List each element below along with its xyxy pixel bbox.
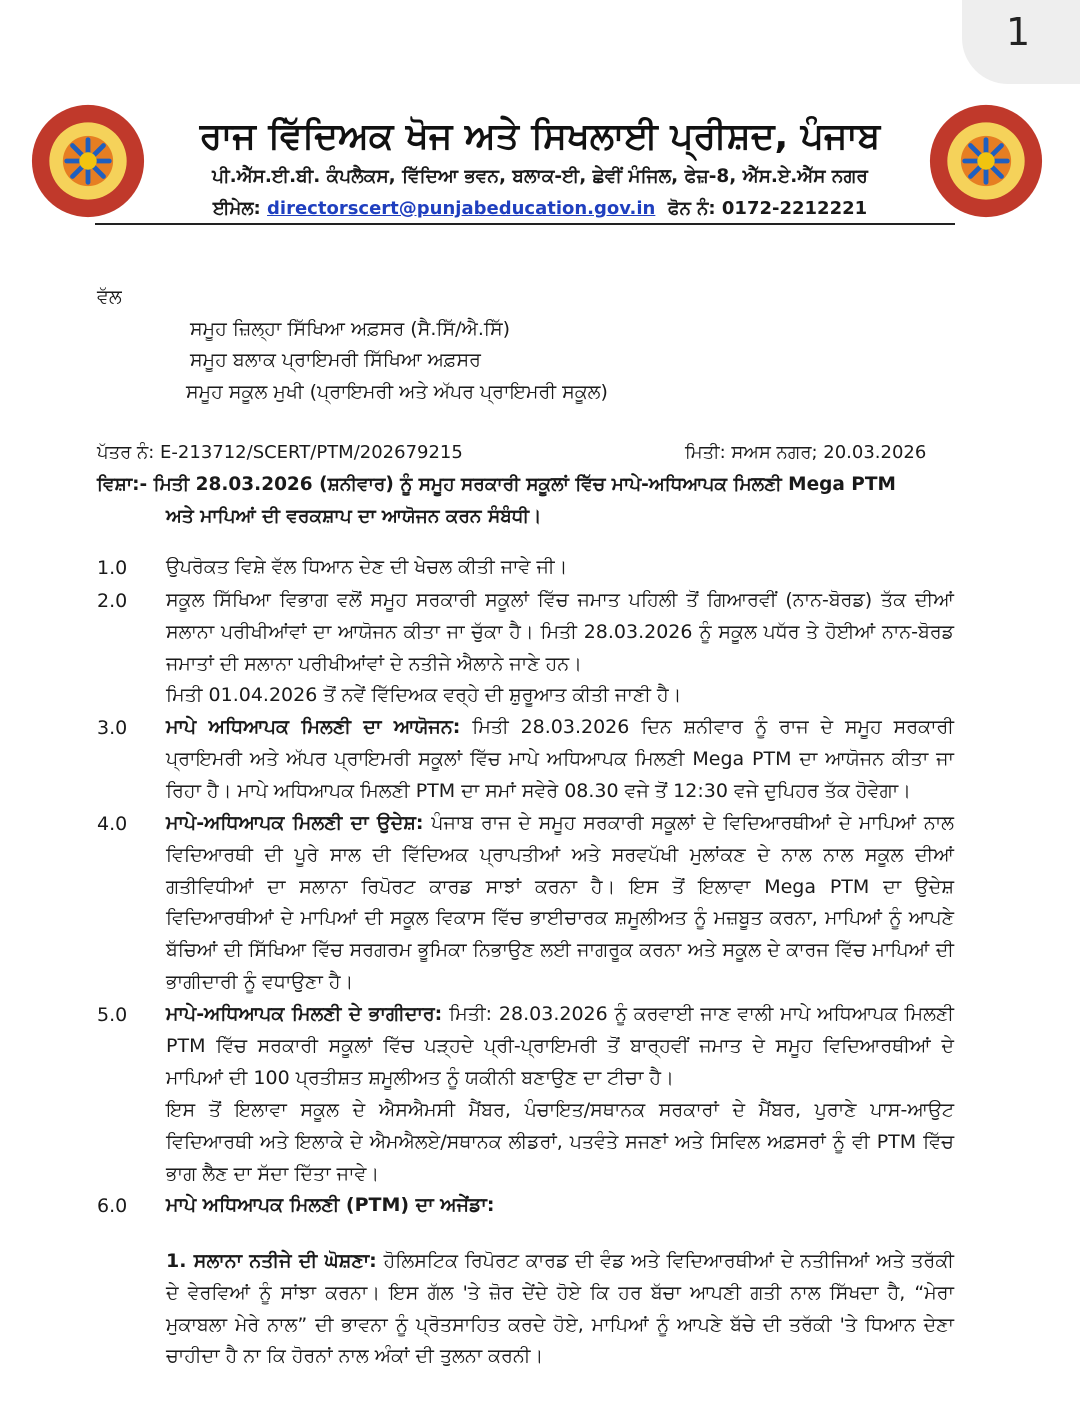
email-link[interactable]: directorscert@punjabeducation.gov.in (267, 198, 656, 219)
section-extra-text: ਇਸ ਤੋਂ ਇਲਾਵਾ ਸਕੂਲ ਦੇ ਐਸਐਮਸੀ ਮੈਂਬਰ, ਪੰਚਾਇਤ/ਸਥਾਨਕ ਸਰਕਾਰਾਂ ਦੇ ਮੈਂਬਰ, ਪੁਰਾਣੇ ਪਾਸ-ਆਉਟ ਵਿਦਿਆਰਥੀ ਅਤੇ ਇਲਾਕੇ ਦੇ ਐਮਐਲਏ/ਸਥਾਨਕ ਲੀਡਰਾਂ, ਪਤਵੰਤੇ ਸਜਣਾਂ ਅਤੇ ਸਿਵਿਲ ਅਫ਼ਸਰਾਂ ਨੂੰ ਵੀ PTM ਵਿੱਚ ਭਾਗ ਲੈਣ ਦਾ ਸੱਦਾ ਦਿੱਤਾ ਜਾਵੇ। (166, 1099, 954, 1185)
section-text: ਪੰਜਾਬ ਰਾਜ ਦੇ ਸਮੂਹ ਸਰਕਾਰੀ ਸਕੂਲਾਂ ਦੇ ਵਿਦਿਆਰਥੀਆਂ ਦੇ ਮਾਪਿਆਂ ਨਾਲ ਵਿਦਿਆਰਥੀ ਦੀ ਪੂਰੇ ਸਾਲ ਦੀ ਵਿੱਦਿਅਕ ਪ੍ਰਾਪਤੀਆਂ ਅਤੇ ਸਰਵਪੱਖੀ ਮੁਲਾਂਕਣ ਦੇ ਨਾਲ ਨਾਲ ਸਕੂਲ ਦੀਆਂ ਗਤੀਵਿਧੀਆਂ ਦਾ ਸਲਾਨਾ ਰਿਪੋਰਟ ਕਾਰਡ ਸਾਝਾਂ ਕਰਨਾ ਹੈ। ਇਸ ਤੋਂ ਇਲਾਵਾ Mega PTM ਦਾ ਉਦੇਸ਼ ਵਿਦਿਆਰਥੀਆਂ ਦੇ ਮਾਪਿਆਂ ਦੀ ਸਕੂਲ ਵਿਕਾਸ ਵਿੱਚ ਭਾਈਚਾਰਕ ਸ਼ਮੂਲੀਅਤ ਨੂੰ ਮਜ਼ਬੂਤ ਕਰਨਾ, ਮਾਪਿਆਂ ਨੂੰ ਆਪਣੇ ਬੱਚਿਆਂ ਦੀ ਸਿੱਖਿਆ ਵਿੱਚ ਸਰਗਰਮ ਭੂਮਿਕਾ ਨਿਭਾਉਣ ਲਈ ਜਾਗਰੂਕ ਕਰਨਾ ਅਤੇ ਸਕੂਲ ਦੇ ਕਾਰਜ ਵਿੱਚ ਮਾਪਿਆਂ ਦੀ ਭਾਗੀਦਾਰੀ ਨੂੰ ਵਧਾਉਣਾ ਹੈ। (166, 812, 955, 993)
agenda-item-text: ਹੋਲਿਸਟਿਕ ਰਿਪੋਰਟ ਕਾਰਡ ਦੀ ਵੰਡ ਅਤੇ ਵਿਦਿਆਰਥੀਆਂ ਦੇ ਨਤੀਜਿਆਂ ਅਤੇ ਤਰੱਕੀ ਦੇ ਵੇਰਵਿਆਂ ਨੂੰ ਸਾਂਝਾ ਕਰਨਾ। ਇਸ ਗੱਲ 'ਤੇ ਜ਼ੋਰ ਦੇਂਦੇ ਹੋਏ ਕਿ ਹਰ ਬੱਚਾ ਆਪਣੀ ਗਤੀ ਨਾਲ ਸਿੱਖਦਾ ਹੈ, “ਮੇਰਾ ਮੁਕਾਬਲਾ ਮੇਰੇ ਨਾਲ” ਦੀ ਭਾਵਨਾ ਨੂੰ ਪ੍ਰੋਤਸਾਹਿਤ ਕਰਦੇ ਹੋਏ, ਮਾਪਿਆਂ ਨੂੰ ਆਪਣੇ ਬੱਚੇ ਦੀ ਤਰੱਕੀ 'ਤੇ ਧਿਆਨ ਦੇਣਾ ਚਾਹੀਦਾ ਹੈ ਨਾ ਕਿ ਹੋਰਨਾਂ ਨਾਲ ਅੰਕਾਂ ਦੀ ਤੁਲਨਾ ਕਰਨੀ। (166, 1250, 955, 1368)
scert-logo-left (30, 103, 146, 219)
section-number: 6.0 (97, 1195, 128, 1217)
page-number: 1 (1006, 10, 1031, 54)
section-heading: ਮਾਪੇ ਅਧਿਆਪਕ ਮਿਲਣੀ (PTM) ਦਾ ਅਜੇਂਡਾ: (166, 1194, 495, 1216)
agenda-item-heading: 1. ਸਲਾਨਾ ਨਤੀਜੇ ਦੀ ਘੋਸ਼ਣਾ: (166, 1250, 377, 1272)
org-address: ਪੀ.ਐੱਸ.ਈ.ਬੀ. ਕੰਪਲੈਕਸ, ਵਿੱਦਿਆ ਭਵਨ, ਬਲਾਕ-ਈ, ਛੇਵੀਂ ਮੰਜਿਲ, ਫੇਜ਼-8, ਐੱਸ.ਏ.ਐੱਸ ਨਗਰ (212, 166, 868, 187)
recipient-3: ਸਮੂਹ ਸਕੂਲ ਮੁਖੀ (ਪ੍ਰਾਇਮਰੀ ਅਤੇ ਅੱਪਰ ਪ੍ਰਾਇਮਰੀ ਸਕੂਲ) (186, 381, 608, 403)
section-number: 1.0 (97, 557, 128, 579)
email-label: ਈਮੇਲ: (212, 198, 261, 219)
section-6-paragraph (166, 1190, 954, 1222)
section-text: ਮਿਤੀ 28.03.2026 ਦਿਨ ਸ਼ਨੀਵਾਰ ਨੂੰ ਰਾਜ ਦੇ ਸਮੂਹ ਸਰਕਾਰੀ ਪ੍ਰਾਇਮਰੀ ਅਤੇ ਅੱਪਰ ਪ੍ਰਾਇਮਰੀ ਸਕੂਲਾਂ ਵਿੱਚ ਮਾਪੇ ਅਧਿਆਪਕ ਮਿਲਣੀ Mega PTM ਦਾ ਆਯੋਜਨ ਕੀਤਾ ਜਾ ਰਿਹਾ ਹੈ। ਮਾਪੇ ਅਧਿਆਪਕ ਮਿਲਣੀ PTM ਦਾ ਸਮਾਂ ਸਵੇਰੇ 08.30 ਵਜੇ ਤੋਂ 12:30 ਵਜੇ ਦੁਪਿਹਰ ਤੱਕ ਹੋਵੇਗਾ। (166, 716, 955, 802)
org-title: ਰਾਜ ਵਿੱਦਿਅਕ ਖੋਜ ਅਤੇ ਸਿਖਲਾਈ ਪ੍ਰੀਸ਼ਦ, ਪੰਜਾਬ (199, 116, 881, 157)
org-contact (150, 198, 930, 219)
scert-logo-right (928, 103, 1044, 219)
section-heading: ਮਾਪੇ ਅਧਿਆਪਕ ਮਿਲਣੀ ਦਾ ਆਯੋਜਨ: (166, 716, 461, 738)
section-number: 3.0 (97, 717, 128, 739)
recipient-1: ਸਮੂਹ ਜ਼ਿਲ੍ਹਾ ਸਿੱਖਿਆ ਅਫ਼ਸਰ (ਸੈ.ਸਿੱ/ਐ.ਸਿੱ) (190, 318, 511, 340)
section-4-paragraph (166, 808, 954, 999)
header-divider (95, 223, 955, 225)
section-3-paragraph (166, 712, 954, 807)
section-extra-text: ਮਿਤੀ 01.04.2026 ਤੋਂ ਨਵੇਂ ਵਿੱਦਿਅਕ ਵਰ੍ਹੇ ਦੀ ਸ਼ੁਰੂਆਤ ਕੀਤੀ ਜਾਣੀ ਹੈ। (166, 684, 682, 706)
section-1-paragraph (166, 552, 954, 584)
section-number: 5.0 (97, 1004, 128, 1026)
section-5-extra (166, 1095, 954, 1190)
to-label: ਵੱਲ (97, 286, 122, 308)
recipient-2: ਸਮੂਹ ਬਲਾਕ ਪ੍ਰਾਇਮਰੀ ਸਿੱਖਿਆ ਅਫ਼ਸਰ (190, 349, 481, 371)
section-heading: ਮਾਪੇ-ਅਧਿਆਪਕ ਮਿਲਣੀ ਦੇ ਭਾਗੀਦਾਰ: (166, 1003, 443, 1025)
subject-line-2: ਅਤੇ ਮਾਪਿਆਂ ਦੀ ਵਰਕਸ਼ਾਪ ਦਾ ਆਯੋਜਨ ਕਰਨ ਸੰਬੰਧੀ। (166, 506, 542, 527)
section-text: ਮਿਤੀ: 28.03.2026 ਨੂੰ ਕਰਵਾਈ ਜਾਣ ਵਾਲੀ ਮਾਪੇ ਅਧਿਆਪਕ ਮਿਲਣੀ PTM ਵਿੱਚ ਸਰਕਾਰੀ ਸਕੂਲਾਂ ਵਿੱਚ ਪੜ੍ਹਦੇ ਪ੍ਰੀ-ਪ੍ਰਾਇਮਰੀ ਤੋਂ ਬਾਰ੍ਹਵੀਂ ਜਮਾਤ ਦੇ ਸਮੂਹ ਵਿਦਿਆਰਥੀਆਂ ਦੇ ਮਾਪਿਆਂ ਦੀ 100 ਪ੍ਰਤੀਸ਼ਤ ਸ਼ਮੂਲੀਅਤ ਨੂੰ ਯਕੀਨੀ ਬਣਾਉਣ ਦਾ ਟੀਚਾ ਹੈ। (166, 1003, 955, 1089)
letter-number: ਪੱਤਰ ਨੰ: E-213712/SCERT/PTM/202679215 (97, 442, 463, 463)
section-2-extra (166, 680, 954, 712)
section-2-paragraph (166, 585, 954, 680)
subject-line-1: ਵਿਸ਼ਾ:- ਮਿਤੀ 28.03.2026 (ਸ਼ਨੀਵਾਰ) ਨੂੰ ਸਮੂਹ ਸਰਕਾਰੀ ਸਕੂਲਾਂ ਵਿੱਚ ਮਾਪੇ-ਅਧਿਆਪਕ ਮਿਲਣੀ Mega PTM (97, 474, 896, 495)
section-number: 4.0 (97, 813, 128, 835)
section-heading: ਮਾਪੇ-ਅਧਿਆਪਕ ਮਿਲਣੀ ਦਾ ਉਦੇਸ਼: (166, 812, 424, 834)
section-text: ਸਕੂਲ ਸਿੱਖਿਆ ਵਿਭਾਗ ਵਲੋਂ ਸਮੂਹ ਸਰਕਾਰੀ ਸਕੂਲਾਂ ਵਿੱਚ ਜਮਾਤ ਪਹਿਲੀ ਤੋਂ ਗਿਆਰਵੀਂ (ਨਾਨ-ਬੋਰਡ) ਤੱਕ ਦੀਆਂ ਸਲਾਨਾ ਪਰੀਖੀਆਂਵਾਂ ਦਾ ਆਯੋਜਨ ਕੀਤਾ ਜਾ ਚੁੱਕਾ ਹੈ। ਮਿਤੀ 28.03.2026 ਨੂੰ ਸਕੂਲ ਪਧੱਰ ਤੇ ਹੋਈਆਂ ਨਾਨ-ਬੋਰਡ ਜਮਾਤਾਂ ਦੀ ਸਲਾਨਾ ਪਰੀਖੀਆਂਵਾਂ ਦੇ ਨਤੀਜੇ ਐਲਾਨੇ ਜਾਣੇ ਹਨ। (166, 589, 954, 675)
section-number: 2.0 (97, 590, 128, 612)
letter-date: ਮਿਤੀ: ਸਅਸ ਨਗਰ; 20.03.2026 (685, 442, 927, 463)
phone-number: 0172-2212221 (721, 198, 868, 219)
page-number-badge (962, 0, 1080, 84)
section-text: ਉਪਰੋਕਤ ਵਿਸ਼ੇ ਵੱਲ ਧਿਆਨ ਦੇਣ ਦੀ ਖੇਚਲ ਕੀਤੀ ਜਾਵੇ ਜੀ। (166, 556, 568, 578)
section-5-paragraph (166, 999, 954, 1094)
phone-label: ਫੋਨ ਨੰ: (667, 198, 716, 219)
agenda-item-1 (166, 1246, 954, 1373)
